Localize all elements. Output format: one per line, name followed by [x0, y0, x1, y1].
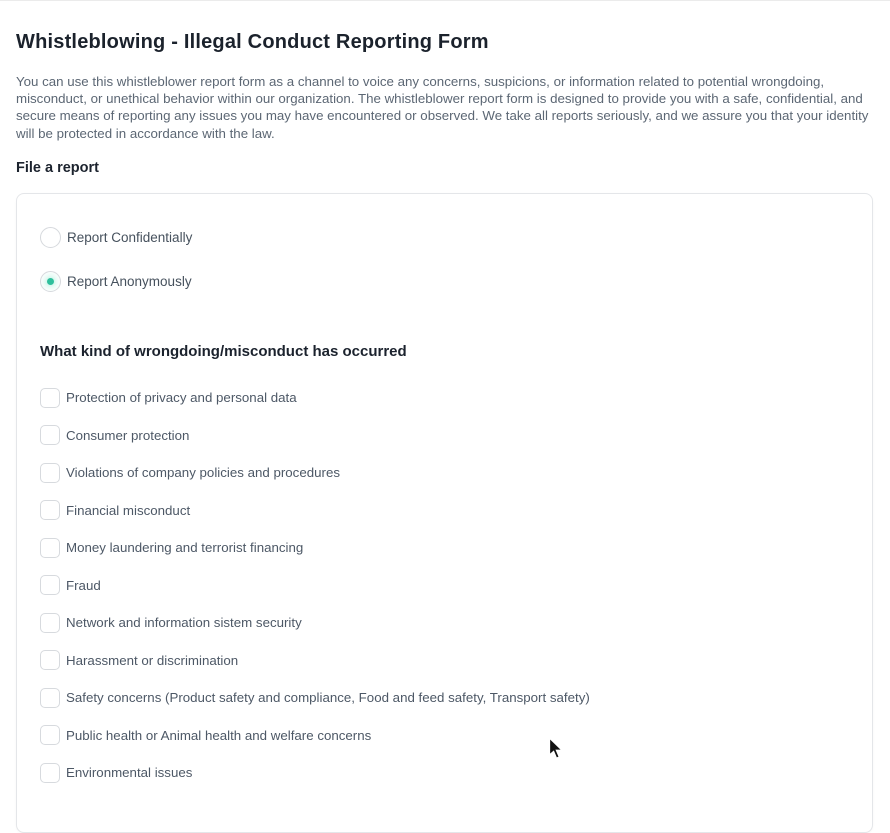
- checkbox-policy-violations[interactable]: [40, 463, 60, 483]
- checkbox-row-financial-misconduct[interactable]: [40, 500, 848, 520]
- checkbox-row-network-security[interactable]: [40, 613, 848, 633]
- radio-row-report-anonymously[interactable]: [40, 271, 848, 293]
- checkbox-label[interactable]: Environmental issues: [66, 765, 193, 781]
- checkbox-network-security[interactable]: [40, 613, 60, 633]
- checkbox-harassment[interactable]: [40, 650, 60, 670]
- wrongdoing-question-heading: What kind of wrongdoing/misconduct has occurred: [40, 342, 407, 360]
- radio-label-report-anonymously[interactable]: Report Anonymously: [67, 274, 192, 290]
- checkbox-row-money-laundering[interactable]: [40, 538, 848, 558]
- file-report-heading: File a report: [16, 159, 99, 176]
- radio-label-report-confidentially[interactable]: Report Confidentially: [67, 230, 193, 246]
- checkbox-fraud[interactable]: [40, 575, 60, 595]
- checkbox-label[interactable]: Fraud: [66, 577, 101, 593]
- checkbox-row-consumer-protection[interactable]: [40, 425, 848, 445]
- checkbox-label[interactable]: Harassment or discrimination: [66, 652, 239, 668]
- checkbox-row-environmental[interactable]: [40, 763, 848, 783]
- radio-selected-dot: [47, 278, 54, 285]
- checkbox-row-privacy[interactable]: [40, 388, 848, 408]
- checkbox-row-fraud[interactable]: [40, 575, 848, 595]
- checkbox-label[interactable]: Protection of privacy and personal data: [66, 390, 297, 406]
- checkbox-safety-concerns[interactable]: [40, 688, 60, 708]
- category-checklist: [40, 388, 848, 783]
- checkbox-row-safety-concerns[interactable]: [40, 688, 848, 708]
- page-title: Whistleblowing - Illegal Conduct Reporting Form: [16, 31, 489, 53]
- main-content: [0, 31, 890, 833]
- radio-row-report-confidentially[interactable]: [40, 227, 848, 249]
- checkbox-row-policy-violations[interactable]: [40, 463, 848, 483]
- checkbox-row-harassment[interactable]: [40, 650, 848, 670]
- checkbox-financial-misconduct[interactable]: [40, 500, 60, 520]
- checkbox-label[interactable]: Money laundering and terrorist financing: [66, 540, 304, 556]
- checkbox-consumer-protection[interactable]: [40, 425, 60, 445]
- checkbox-label[interactable]: Consumer protection: [66, 427, 190, 443]
- checkbox-label[interactable]: Financial misconduct: [66, 502, 191, 518]
- checkbox-label[interactable]: Network and information sistem security: [66, 615, 302, 631]
- checkbox-row-public-health[interactable]: [40, 725, 848, 745]
- report-form-card: [16, 193, 873, 833]
- checkbox-money-laundering[interactable]: [40, 538, 60, 558]
- checkbox-environmental[interactable]: [40, 763, 60, 783]
- report-mode-radio-group: [40, 227, 848, 293]
- radio-button-report-anonymously[interactable]: [40, 271, 61, 292]
- checkbox-label[interactable]: Safety concerns (Product safety and compliance, Food and feed safety, Transport safety): [66, 690, 590, 706]
- checkbox-label[interactable]: Public health or Animal health and welfare concerns: [66, 727, 372, 743]
- checkbox-label[interactable]: Violations of company policies and procedures: [66, 465, 340, 481]
- radio-button-report-confidentially[interactable]: [40, 227, 61, 248]
- page-description: You can use this whistleblower report form as a channel to voice any concerns, suspicions, or information related to potential wrongdoing, misconduct, or unethical behavior within our organization. The whistleblower report form is designed to provide you with a safe, confidential, and secure means of reporting any issues you may have encountered or observed. We take all reports seriously, and we assure you that your identity will be protected in accordance with the law.: [16, 74, 869, 141]
- checkbox-privacy[interactable]: [40, 388, 60, 408]
- checkbox-public-health[interactable]: [40, 725, 60, 745]
